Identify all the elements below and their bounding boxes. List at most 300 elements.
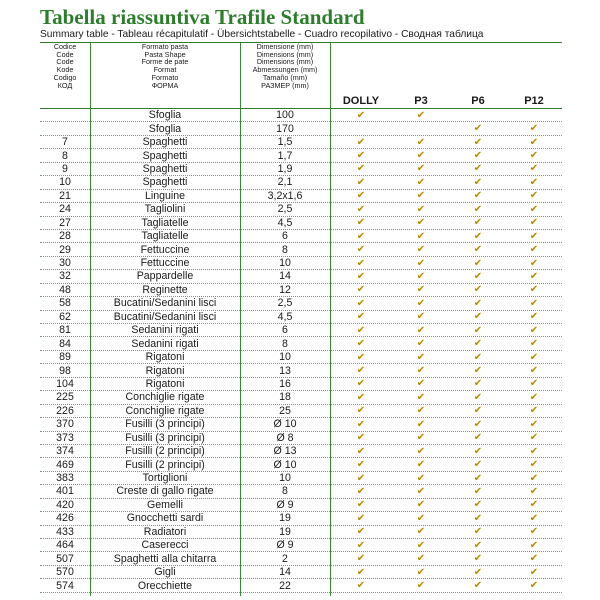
header-p3: P3 (414, 95, 428, 107)
check-mark-icon: ✔ (416, 405, 426, 417)
p6-availability-cell (450, 177, 506, 188)
p12-availability-cell (506, 325, 562, 336)
check-mark-icon: ✔ (473, 150, 483, 162)
dolly-availability-cell (330, 271, 392, 282)
check-mark-icon: ✔ (473, 566, 483, 578)
dimension-cell: 19 (279, 525, 291, 538)
dimension-cell: 2 (282, 552, 288, 565)
check-mark-icon: ✔ (529, 391, 539, 403)
dolly-availability-cell (330, 325, 392, 336)
check-mark-icon: ✔ (416, 445, 426, 457)
check-mark-icon: ✔ (529, 190, 539, 202)
code-cell: 9 (62, 162, 68, 175)
check-mark-icon: ✔ (416, 351, 426, 363)
dimension-cell: 8 (282, 243, 288, 256)
check-mark-icon: ✔ (473, 297, 483, 309)
p3-availability-cell (392, 231, 450, 242)
p6-availability-cell (450, 432, 506, 443)
pasta-shape-cell: Sedanini rigati (131, 337, 199, 350)
check-mark-icon: ✔ (473, 311, 483, 323)
table-row (40, 418, 562, 431)
check-mark-icon: ✔ (473, 553, 483, 565)
check-mark-icon: ✔ (356, 485, 366, 497)
p12-availability-cell (506, 298, 562, 309)
p3-availability-cell (392, 271, 450, 282)
check-mark-icon: ✔ (416, 176, 426, 188)
p6-availability-cell (450, 217, 506, 228)
code-cell: 8 (62, 149, 68, 162)
dimension-cell: 10 (279, 257, 291, 270)
dolly-availability-cell (330, 567, 392, 578)
check-mark-icon: ✔ (529, 405, 539, 417)
table-row (40, 552, 562, 565)
check-mark-icon: ✔ (473, 472, 483, 484)
dimension-cell: 16 (279, 377, 291, 390)
code-cell: 29 (59, 243, 71, 256)
dimension-cell: 14 (279, 270, 291, 283)
check-mark-icon: ✔ (473, 512, 483, 524)
code-cell: 374 (56, 445, 74, 458)
check-mark-icon: ✔ (473, 445, 483, 457)
pasta-shape-cell: Gemelli (147, 498, 183, 511)
pasta-shape-cell: Fettuccine (140, 243, 190, 256)
p12-availability-cell (506, 567, 562, 578)
dimension-cell: 1,9 (277, 162, 293, 175)
check-mark-icon: ✔ (529, 257, 539, 269)
p3-availability-cell (392, 244, 450, 255)
pasta-shape-cell: Fettuccine (140, 257, 190, 270)
dimension-cell: Ø 9 (276, 539, 294, 552)
dimension-cell: Ø 8 (276, 431, 294, 444)
p6-availability-cell (450, 365, 506, 376)
dolly-availability-cell (330, 284, 392, 295)
dimension-cell: Ø 13 (273, 445, 297, 458)
check-mark-icon: ✔ (416, 311, 426, 323)
p3-availability-cell (392, 284, 450, 295)
table-row (40, 122, 562, 135)
p3-availability-cell (392, 526, 450, 537)
code-cell: 58 (59, 297, 71, 310)
check-mark-icon: ✔ (473, 324, 483, 336)
check-mark-icon: ✔ (356, 230, 366, 242)
check-mark-icon: ✔ (529, 539, 539, 551)
p6-availability-cell (450, 298, 506, 309)
dimension-cell: 6 (282, 230, 288, 243)
dimension-cell: Ø 10 (273, 418, 297, 431)
check-mark-icon: ✔ (416, 432, 426, 444)
p3-availability-cell (392, 459, 450, 470)
p12-availability-cell (506, 553, 562, 564)
check-mark-icon: ✔ (356, 351, 366, 363)
check-mark-icon: ✔ (473, 123, 483, 135)
p12-availability-cell (506, 365, 562, 376)
p3-availability-cell (392, 258, 450, 269)
pasta-shape-cell: Tagliolini (144, 203, 186, 216)
p6-availability-cell (450, 540, 506, 551)
table-row (40, 230, 562, 243)
p12-availability-cell (506, 271, 562, 282)
p3-availability-cell (392, 432, 450, 443)
check-mark-icon: ✔ (356, 405, 366, 417)
dolly-availability-cell (330, 580, 392, 591)
table-row (40, 176, 562, 189)
check-mark-icon: ✔ (416, 459, 426, 471)
dimension-cell: 10 (279, 351, 291, 364)
table-row (40, 378, 562, 391)
check-mark-icon: ✔ (529, 445, 539, 457)
p3-availability-cell (392, 204, 450, 215)
dolly-availability-cell (330, 231, 392, 242)
p3-availability-cell (392, 553, 450, 564)
dimension-cell: 25 (279, 404, 291, 417)
check-mark-icon: ✔ (529, 136, 539, 148)
pasta-shape-cell: Tagliatelle (141, 230, 189, 243)
check-mark-icon: ✔ (356, 445, 366, 457)
p12-availability-cell (506, 352, 562, 363)
table-row (40, 539, 562, 552)
p12-availability-cell (506, 580, 562, 591)
check-mark-icon: ✔ (473, 190, 483, 202)
code-cell: 226 (56, 404, 74, 417)
table-row (40, 297, 562, 310)
code-cell: 426 (56, 512, 74, 525)
check-mark-icon: ✔ (529, 378, 539, 390)
code-cell: 62 (59, 310, 71, 323)
check-mark-icon: ✔ (529, 338, 539, 350)
check-mark-icon: ✔ (416, 566, 426, 578)
code-cell: 48 (59, 283, 71, 296)
p12-availability-cell (506, 284, 562, 295)
p3-availability-cell (392, 298, 450, 309)
check-mark-icon: ✔ (416, 391, 426, 403)
p12-availability-cell (506, 432, 562, 443)
p12-availability-cell (506, 231, 562, 242)
column-divider (90, 43, 91, 596)
table-row (40, 163, 562, 176)
p6-availability-cell (450, 311, 506, 322)
code-cell: 27 (59, 216, 71, 229)
check-mark-icon: ✔ (356, 270, 366, 282)
header-dimension: Dimensione (mm) Dimensions (mm) Dimensions (mm) Abmessungen (mm) Tamaño (mm) РАЗМЕР (mm) (252, 42, 318, 90)
check-mark-icon: ✔ (416, 365, 426, 377)
code-cell: 32 (59, 270, 71, 283)
dimension-cell: Ø 9 (276, 498, 294, 511)
pasta-shape-cell: Tortiglioni (142, 472, 188, 485)
check-mark-icon: ✔ (356, 472, 366, 484)
check-mark-icon: ✔ (356, 459, 366, 471)
check-mark-icon: ✔ (416, 580, 426, 592)
check-mark-icon: ✔ (416, 136, 426, 148)
code-cell: 98 (59, 364, 71, 377)
check-mark-icon: ✔ (416, 539, 426, 551)
table-row (40, 284, 562, 297)
table-row (40, 526, 562, 539)
dimension-cell: 22 (279, 579, 291, 592)
check-mark-icon: ✔ (473, 284, 483, 296)
p12-availability-cell (506, 258, 562, 269)
dolly-availability-cell (330, 244, 392, 255)
p3-availability-cell (392, 580, 450, 591)
check-mark-icon: ✔ (473, 338, 483, 350)
p6-availability-cell (450, 352, 506, 363)
check-mark-icon: ✔ (473, 257, 483, 269)
check-mark-icon: ✔ (356, 217, 366, 229)
table-row (40, 109, 562, 122)
dimension-cell: 1,5 (277, 136, 293, 149)
check-mark-icon: ✔ (416, 297, 426, 309)
check-mark-icon: ✔ (416, 163, 426, 175)
dolly-availability-cell (330, 298, 392, 309)
pasta-shape-cell: Sfoglia (148, 109, 182, 122)
code-cell: 30 (59, 257, 71, 270)
pasta-shape-cell: Sfoglia (148, 122, 182, 135)
check-mark-icon: ✔ (356, 150, 366, 162)
table-row (40, 337, 562, 350)
check-mark-icon: ✔ (473, 365, 483, 377)
check-mark-icon: ✔ (473, 230, 483, 242)
check-mark-icon: ✔ (356, 553, 366, 565)
table-row (40, 311, 562, 324)
table-row (40, 566, 562, 579)
check-mark-icon: ✔ (416, 190, 426, 202)
dolly-availability-cell (330, 499, 392, 510)
dimension-cell: 4,5 (277, 216, 293, 229)
p3-availability-cell (392, 567, 450, 578)
check-mark-icon: ✔ (529, 123, 539, 135)
p3-availability-cell (392, 338, 450, 349)
check-mark-icon: ✔ (529, 297, 539, 309)
check-mark-icon: ✔ (473, 526, 483, 538)
check-mark-icon: ✔ (529, 351, 539, 363)
header-p6: P6 (471, 95, 485, 107)
p12-availability-cell (506, 163, 562, 174)
code-cell: 469 (56, 458, 74, 471)
p3-availability-cell (392, 473, 450, 484)
check-mark-icon: ✔ (473, 580, 483, 592)
dimension-cell: 2,5 (277, 203, 293, 216)
check-mark-icon: ✔ (356, 499, 366, 511)
p6-availability-cell (450, 553, 506, 564)
check-mark-icon: ✔ (529, 203, 539, 215)
table-row (40, 324, 562, 337)
p12-availability-cell (506, 540, 562, 551)
dolly-availability-cell (330, 150, 392, 161)
p6-availability-cell (450, 486, 506, 497)
dolly-availability-cell (330, 419, 392, 430)
p3-availability-cell (392, 150, 450, 161)
check-mark-icon: ✔ (473, 485, 483, 497)
code-cell: 89 (59, 351, 71, 364)
dimension-cell: 4,5 (277, 310, 293, 323)
check-mark-icon: ✔ (416, 526, 426, 538)
check-mark-icon: ✔ (416, 499, 426, 511)
check-mark-icon: ✔ (416, 257, 426, 269)
check-mark-icon: ✔ (529, 284, 539, 296)
check-mark-icon: ✔ (473, 539, 483, 551)
p12-availability-cell (506, 446, 562, 457)
check-mark-icon: ✔ (356, 244, 366, 256)
page-title: Tabella riassuntiva Trafile Standard (40, 5, 365, 29)
p3-availability-cell (392, 446, 450, 457)
p3-availability-cell (392, 513, 450, 524)
pasta-shape-cell: Orecchiette (137, 579, 193, 592)
check-mark-icon: ✔ (416, 418, 426, 430)
dolly-availability-cell (330, 378, 392, 389)
dolly-availability-cell (330, 365, 392, 376)
dimension-cell: 18 (279, 391, 291, 404)
p6-availability-cell (450, 405, 506, 416)
p3-availability-cell (392, 137, 450, 148)
code-cell: 464 (56, 539, 74, 552)
check-mark-icon: ✔ (356, 297, 366, 309)
p12-availability-cell (506, 378, 562, 389)
pasta-shape-cell: Conchiglie rigate (125, 404, 205, 417)
table-row (40, 136, 562, 149)
check-mark-icon: ✔ (356, 311, 366, 323)
p6-availability-cell (450, 580, 506, 591)
p12-availability-cell (506, 392, 562, 403)
dolly-availability-cell (330, 217, 392, 228)
check-mark-icon: ✔ (529, 432, 539, 444)
pasta-shape-cell: Gnocchetti sardi (126, 512, 204, 525)
code-cell: 401 (56, 485, 74, 498)
check-mark-icon: ✔ (529, 459, 539, 471)
dimension-cell: 2,5 (277, 297, 293, 310)
pasta-shape-cell: Tagliatelle (141, 216, 189, 229)
check-mark-icon: ✔ (356, 190, 366, 202)
dimension-cell: Ø 10 (273, 458, 297, 471)
check-mark-icon: ✔ (356, 418, 366, 430)
p12-availability-cell (506, 513, 562, 524)
p12-availability-cell (506, 338, 562, 349)
pasta-shape-cell: Bucatini/Sedanini lisci (113, 310, 217, 323)
check-mark-icon: ✔ (416, 203, 426, 215)
p3-availability-cell (392, 378, 450, 389)
dimension-cell: 2,1 (277, 176, 293, 189)
check-mark-icon: ✔ (416, 230, 426, 242)
p6-availability-cell (450, 459, 506, 470)
check-mark-icon: ✔ (356, 391, 366, 403)
code-cell: 24 (59, 203, 71, 216)
p3-availability-cell (392, 311, 450, 322)
pasta-shape-cell: Reginette (142, 283, 188, 296)
check-mark-icon: ✔ (473, 244, 483, 256)
table-row (40, 445, 562, 458)
check-mark-icon: ✔ (356, 566, 366, 578)
check-mark-icon: ✔ (356, 526, 366, 538)
p6-availability-cell (450, 325, 506, 336)
table-row (40, 149, 562, 162)
dolly-availability-cell (330, 405, 392, 416)
check-mark-icon: ✔ (356, 284, 366, 296)
table-row (40, 472, 562, 485)
check-mark-icon: ✔ (356, 432, 366, 444)
check-mark-icon: ✔ (356, 257, 366, 269)
check-mark-icon: ✔ (416, 217, 426, 229)
check-mark-icon: ✔ (473, 163, 483, 175)
table-row (40, 512, 562, 525)
pasta-shape-cell: Creste di gallo rigate (116, 485, 214, 498)
pasta-shape-cell: Radiatori (143, 525, 187, 538)
dimension-cell: 100 (276, 109, 294, 122)
check-mark-icon: ✔ (416, 378, 426, 390)
p3-availability-cell (392, 177, 450, 188)
header-p12: P12 (524, 95, 544, 107)
p12-availability-cell (506, 486, 562, 497)
p3-availability-cell (392, 486, 450, 497)
check-mark-icon: ✔ (356, 136, 366, 148)
p12-availability-cell (506, 190, 562, 201)
p12-availability-cell (506, 217, 562, 228)
check-mark-icon: ✔ (416, 150, 426, 162)
table-row (40, 499, 562, 512)
dolly-availability-cell (330, 163, 392, 174)
check-mark-icon: ✔ (416, 109, 426, 121)
code-cell: 7 (62, 136, 68, 149)
page-subtitle: Summary table - Tableau récapitulatif - Übersichtstabelle - Cuadro recopilativo - Сводная таблица (40, 29, 484, 40)
check-mark-icon: ✔ (356, 324, 366, 336)
p6-availability-cell (450, 204, 506, 215)
p3-availability-cell (392, 325, 450, 336)
dimension-cell: 12 (279, 283, 291, 296)
header-dolly: DOLLY (342, 95, 380, 107)
dimension-cell: 14 (279, 566, 291, 579)
p12-availability-cell (506, 123, 562, 134)
p6-availability-cell (450, 150, 506, 161)
pasta-shape-cell: Rigatoni (145, 364, 185, 377)
code-cell: 570 (56, 566, 74, 579)
pasta-shape-cell: Sedanini rigati (131, 324, 199, 337)
check-mark-icon: ✔ (356, 176, 366, 188)
check-mark-icon: ✔ (473, 351, 483, 363)
dolly-availability-cell (330, 137, 392, 148)
check-mark-icon: ✔ (529, 150, 539, 162)
code-cell: 81 (59, 324, 71, 337)
p12-availability-cell (506, 405, 562, 416)
p3-availability-cell (392, 365, 450, 376)
summary-table-body (40, 109, 562, 593)
p3-availability-cell (392, 419, 450, 430)
p6-availability-cell (450, 338, 506, 349)
dolly-availability-cell (330, 311, 392, 322)
dolly-availability-cell (330, 110, 392, 121)
p6-availability-cell (450, 137, 506, 148)
check-mark-icon: ✔ (529, 270, 539, 282)
table-row (40, 351, 562, 364)
check-mark-icon: ✔ (529, 485, 539, 497)
check-mark-icon: ✔ (529, 176, 539, 188)
dimension-cell: 170 (276, 122, 294, 135)
table-row (40, 257, 562, 270)
check-mark-icon: ✔ (529, 230, 539, 242)
table-row (40, 579, 562, 592)
code-cell: 21 (59, 189, 71, 202)
p6-availability-cell (450, 446, 506, 457)
check-mark-icon: ✔ (473, 176, 483, 188)
check-mark-icon: ✔ (529, 163, 539, 175)
check-mark-icon: ✔ (473, 499, 483, 511)
check-mark-icon: ✔ (529, 580, 539, 592)
check-mark-icon: ✔ (416, 553, 426, 565)
check-mark-icon: ✔ (356, 378, 366, 390)
dimension-cell: 1,7 (277, 149, 293, 162)
pasta-shape-cell: Fusilli (3 principi) (125, 431, 205, 444)
dolly-availability-cell (330, 338, 392, 349)
p3-availability-cell (392, 217, 450, 228)
table-row (40, 405, 562, 418)
p6-availability-cell (450, 258, 506, 269)
check-mark-icon: ✔ (473, 405, 483, 417)
